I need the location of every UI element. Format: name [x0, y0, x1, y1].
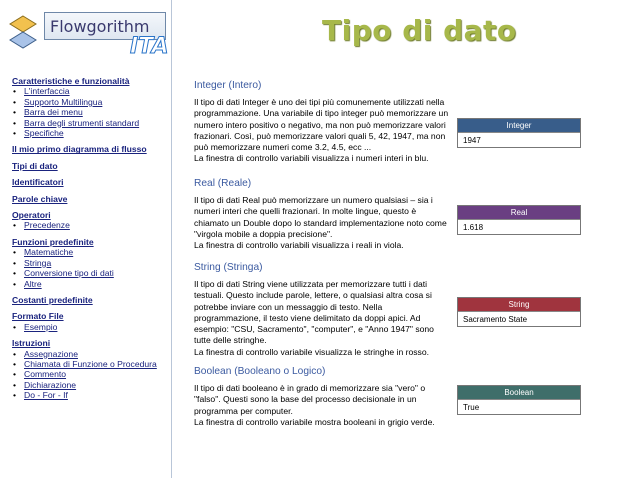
text-line: programmazione. Una variabile di tipo integer può memorizzare un	[194, 108, 449, 119]
variable-watch-box	[457, 385, 581, 415]
nav-section-title[interactable]: Operatori	[12, 210, 51, 221]
type-section	[194, 262, 462, 358]
nav-link[interactable]: • Stringa	[12, 258, 170, 268]
section-heading: String (Stringa)	[194, 262, 263, 273]
nav-section-title[interactable]: Caratteristiche e funzionalità	[12, 76, 130, 86]
type-section	[194, 80, 462, 165]
nav-section-title[interactable]: Identificatori	[12, 177, 64, 188]
nav-link[interactable]: • Precedenze	[12, 220, 170, 230]
page-title: Tipo di dato	[322, 14, 517, 47]
nav-link[interactable]: • Matematiche	[12, 247, 170, 257]
nav-section-list	[12, 349, 170, 401]
nav-link[interactable]: • Barra degli strumenti standard	[12, 118, 170, 128]
section-text	[194, 383, 462, 428]
nav-link[interactable]: • Esempio	[12, 322, 170, 332]
text-line: numero intero positivo o negativo, ma non può memorizzare valori	[194, 119, 446, 130]
nav-section-title[interactable]: Parole chiave	[12, 193, 68, 204]
flowchart-logo-icon	[8, 14, 38, 50]
main-content	[172, 0, 638, 478]
nav-link[interactable]: • Dichiarazione	[12, 380, 170, 390]
variable-value: True	[458, 399, 580, 414]
nav-section-title[interactable]: Il mio primo diagramma di flusso	[12, 144, 147, 155]
nav-section-list	[12, 86, 170, 138]
text-line: programma per computer.	[194, 405, 293, 416]
text-line: "falso". Questi sono la base del processo decisionale in un	[194, 394, 417, 405]
nav-section-title[interactable]: Funzioni predefinite	[12, 236, 94, 247]
sidebar	[0, 0, 172, 478]
nav-section-title[interactable]: Costanti predefinite	[12, 294, 93, 305]
section-heading: Boolean (Booleano o Logico)	[194, 366, 326, 377]
variable-type-label: Integer	[458, 119, 580, 132]
nav-link[interactable]: • Conversione tipo di dati	[12, 268, 170, 278]
nav-link[interactable]: • Assegnazione	[12, 349, 170, 359]
variable-type-label: Real	[458, 206, 580, 219]
section-heading: Integer (Intero)	[194, 80, 262, 91]
variable-value: 1.618	[458, 219, 580, 234]
nav-link[interactable]: • Commento	[12, 369, 170, 379]
text-line: frazionari. Così, può memorizzare valori quali 5, 42, 1947, ma non	[194, 130, 446, 141]
text-line: potrebbe inviare con un messaggio di testo. Nella	[194, 301, 383, 312]
text-line: La finestra di controllo variabili visualizza i reali in viola.	[194, 240, 404, 251]
logo-ita: ITA	[130, 34, 169, 59]
text-line: La finestra di controllo variabile visualizza le stringhe in rosso.	[194, 346, 430, 357]
variable-watch-box	[457, 297, 581, 327]
nav-link[interactable]: • Supporto Multilingua	[12, 97, 170, 107]
nav-link[interactable]: • Chiamata di Funzione o Procedura	[12, 359, 170, 369]
variable-value: Sacramento State	[458, 311, 580, 326]
nav-link[interactable]: • Specifiche	[12, 128, 170, 138]
nav-section-list	[12, 247, 170, 289]
type-section	[194, 178, 462, 251]
text-line: Il tipo di dati Integer è uno dei tipi più comunemente utilizzati nella	[194, 97, 445, 107]
text-line: La finestra di controllo variabili visualizza i numeri interi in blu.	[194, 153, 429, 164]
text-line: testuali. Questo include parole, lettere, o qualsiasi altra cosa si	[194, 290, 432, 301]
nav-section-title[interactable]: Formato File	[12, 311, 64, 322]
section-text	[194, 97, 462, 165]
text-line: chiamato un Double dopo lo standard implementazione noto come	[194, 217, 447, 228]
flowgorithm-logo	[6, 8, 168, 58]
variable-watch-box	[457, 205, 581, 235]
text-line: "virgola mobile a doppia precisione".	[194, 228, 333, 239]
variable-watch-box	[457, 118, 581, 148]
text-line: programmazione, il testo viene delimitato da doppi apici. Ad	[194, 312, 421, 323]
nav-link[interactable]: • Altre	[12, 279, 170, 289]
logo-text: Flowgorithm	[50, 17, 150, 36]
section-text	[194, 195, 462, 251]
nav-section-list	[12, 322, 170, 332]
text-line: può memorizzare numeri come 3.2, 4.5, ecc ...	[194, 142, 372, 153]
variable-type-label: String	[458, 298, 580, 311]
text-line: numeri interi che quelli frazionari. In molte lingue, questo è	[194, 206, 417, 217]
section-text	[194, 279, 462, 358]
text-line: La finestra di controllo variabile mostra booleani in grigio verde.	[194, 416, 435, 427]
variable-type-label: Boolean	[458, 386, 580, 399]
type-section	[194, 366, 462, 428]
nav-section-list	[12, 220, 170, 230]
nav-section-title[interactable]: Istruzioni	[12, 338, 51, 349]
nav-link[interactable]: • Do - For - If	[12, 390, 170, 400]
navigation	[12, 76, 170, 401]
text-line: Il tipo di dati booleano è in grado di memorizzare sia "vero" o	[194, 383, 426, 393]
nav-section-title[interactable]: Tipi di dato	[12, 160, 58, 171]
section-heading: Real (Reale)	[194, 178, 252, 189]
text-line: tutte delle stringhe.	[194, 335, 267, 346]
text-line: esempio: "CSU, Sacramento", "computer", e "Anno 1947" sono	[194, 324, 434, 335]
text-line: Il tipo di dati Real può memorizzare un numero qualsiasi – sia i	[194, 195, 433, 205]
variable-value: 1947	[458, 132, 580, 147]
nav-link[interactable]: • Barra dei menu	[12, 107, 170, 117]
text-line: Il tipo di dati String viene utilizzata per memorizzare tutti i dati	[194, 279, 428, 289]
nav-link[interactable]: • L'interfaccia	[12, 86, 170, 96]
